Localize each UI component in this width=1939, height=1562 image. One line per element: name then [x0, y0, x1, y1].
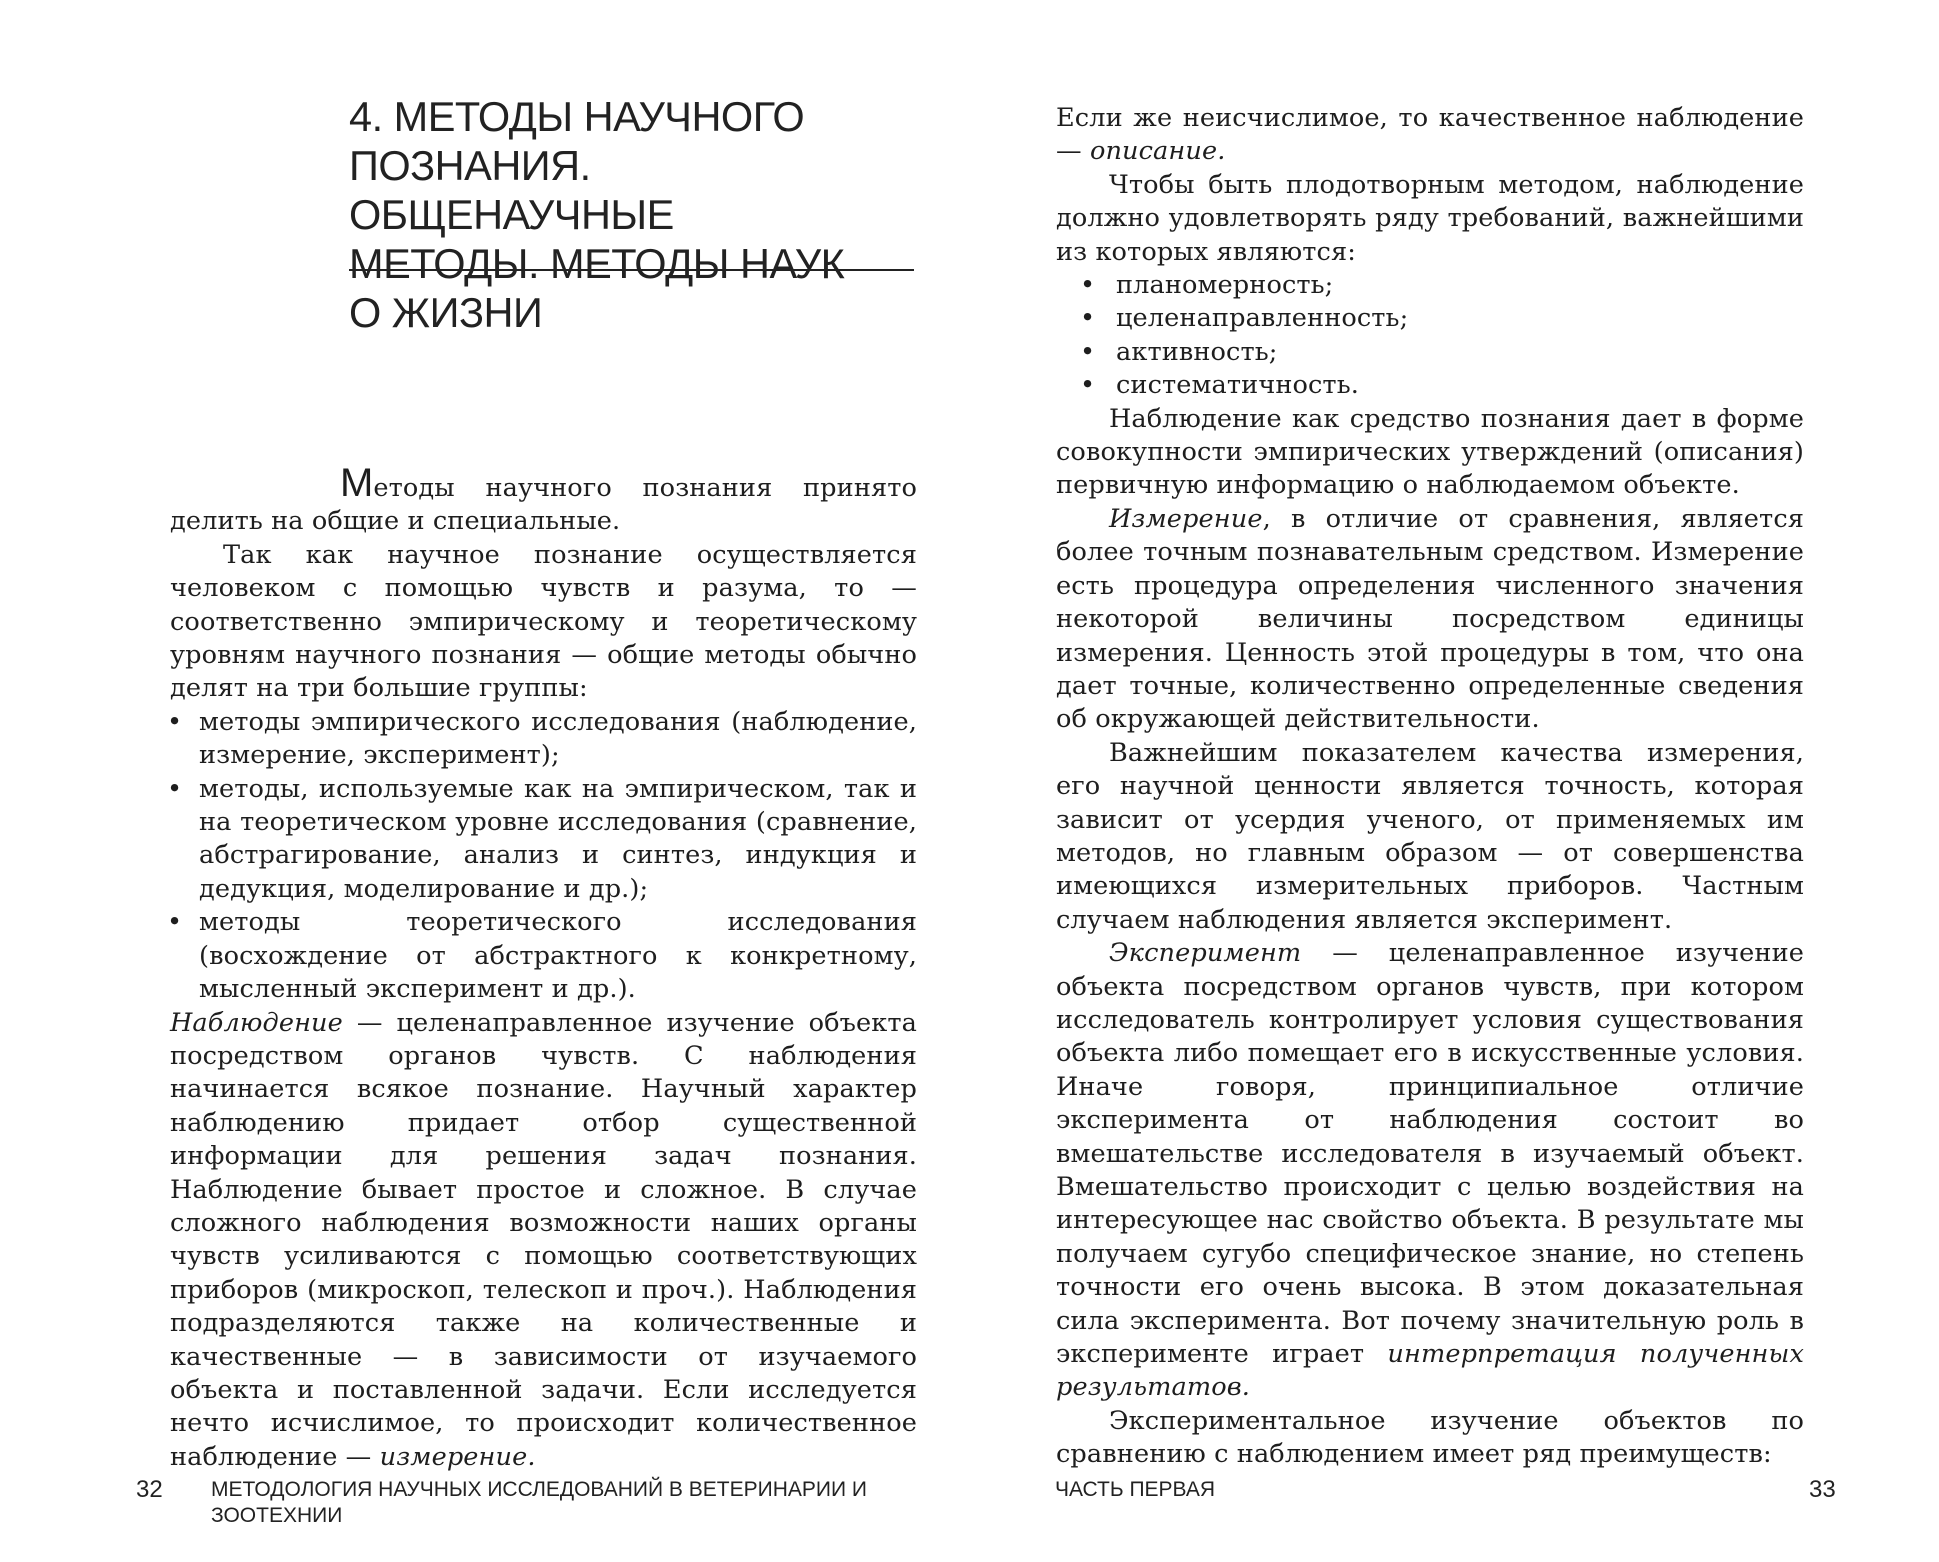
bullet-list: [170, 706, 917, 1007]
list-item: • методы теоретического исследования (восхождение от абстрактного к конкретному, мысленный эксперимент и др.).: [170, 906, 917, 1006]
footer-running-title: ЧАСТЬ ПЕРВАЯ: [1055, 1478, 1216, 1501]
chapter-title-line: О ЖИЗНИ: [349, 289, 543, 336]
term-measurement: Измерение: [1109, 503, 1263, 534]
intro-paragraph: Методы научного познания принято делить на общие и специальные.: [170, 461, 917, 537]
list-item: • методы эмпирического исследования (наблюдение, измерение, эксперимент);: [170, 706, 917, 773]
list-item: • систематичность.: [1056, 369, 1804, 402]
paragraph: Если же неисчислимое, то качественное наблюдение — описание.: [1056, 103, 1804, 167]
list-item: • методы, используемые как на эмпирическом, так и на теоретическом уровне исследования (сравнение, абстрагирование, анализ и синтез, индукция и дедукция, моделирование и др.);: [170, 773, 917, 907]
chapter-title-line: ПОЗНАНИЯ. ОБЩЕНАУЧНЫЕ: [349, 142, 674, 238]
bullet-list: [1056, 269, 1804, 403]
paragraph: Так как научное познание осуществляется человеком с помощью чувств и разума, то — соответственно эмпирическому и теоретическому уровням научного познания — общие методы обычно делят на три большие группы:: [170, 539, 917, 704]
footer-page-number: 32: [136, 1476, 163, 1503]
right-page: [969, 0, 1939, 1562]
term-measurement: измерение.: [379, 1441, 536, 1472]
left-page: [0, 0, 969, 1562]
title-underline-rule: [349, 269, 914, 271]
chapter-title-line: 4. МЕТОДЫ НАУЧНОГО: [349, 93, 805, 140]
paragraph: Экспериментальное изучение объектов по сравнению с наблюдением имеет ряд преимуществ:: [1056, 1405, 1804, 1470]
left-body-text: [170, 461, 917, 1474]
list-item: • планомерность;: [1056, 269, 1804, 302]
term-description: описание.: [1089, 136, 1226, 167]
term-observation: Наблюдение: [170, 1007, 343, 1038]
right-body-text: [1056, 102, 1804, 1472]
paragraph: Чтобы быть плодотворным методом, наблюдение должно удовлетворять ряду требований, важнейшими из которых являются:: [1056, 169, 1804, 267]
paragraph: Наблюдение как средство познания дает в форме совокупности эмпирических утверждений (описания) первичную информацию о наблюдаемом объекте.: [1056, 403, 1804, 501]
paragraph-measurement: Измерение, в отличие от сравнения, является более точным познавательным средством. Измерение есть процедура определения численного значения некоторой величины посредством единицы измерения. Ценность этой процедуры в том, что она дает точные, количественно определенные сведения об окружающей действительности.: [1056, 503, 1804, 735]
chapter-title-line: МЕТОДЫ. МЕТОДЫ НАУК: [349, 240, 845, 287]
list-item: • целенаправленность;: [1056, 302, 1804, 335]
paragraph-experiment: Эксперимент — целенаправленное изучение объекта посредством органов чувств, при котором исследователь контролирует условия существования объекта либо помещает его в искусственные условия. Иначе говоря, принципиальное отличие эксперимента от наблюдения состоит во вмешательстве исследователя в изучаемый объект. Вмешательство происходит с целью воздействия на интересующее нас свойство объекта. В результате мы получаем сугубо специфическое знание, но степень точности его очень высока. В этом доказательная сила эксперимента. Вот почему значительную роль в эксперименте играет интерпретация полученных результатов.: [1056, 938, 1804, 1403]
term-experiment: Эксперимент: [1109, 938, 1302, 969]
term-interpretation: интерпретация полученных результатов.: [1056, 1339, 1804, 1403]
footer-running-title: МЕТОДОЛОГИЯ НАУЧНЫХ ИССЛЕДОВАНИЙ В ВЕТЕРИНАРИИ И ЗООТЕХНИИ: [211, 1478, 868, 1527]
paragraph: Важнейшим показателем качества измерения, его научной ценности является точность, которая зависит от усердия ученого, от применяемых им методов, но главным образом — от совершенства имеющихся измерительных приборов. Частным случаем наблюдения является эксперимент.: [1056, 737, 1804, 935]
drop-cap-letter: М: [340, 461, 374, 505]
paragraph-observation: Наблюдение — целенаправленное изучение объекта посредством органов чувств. С наблюдения начинается всякое познание. Научный характер наблюдению придает отбор существенной информации для решения задач познания. Наблюдение бывает простое и сложное. В случае сложного наблюдения возможности наших органы чувств усиливаются с помощью соответствующих приборов (микроскоп, телескоп и проч.). Наблюдения подразделяются также на количественные и качественные — в зависимости от изучаемого объекта и поставленной задачи. Если исследуется нечто исчислимое, то происходит количественное наблюдение — измерение.: [170, 1007, 917, 1472]
footer-page-number: 33: [1809, 1476, 1836, 1503]
chapter-title: [349, 92, 919, 337]
list-item: • активность;: [1056, 336, 1804, 369]
